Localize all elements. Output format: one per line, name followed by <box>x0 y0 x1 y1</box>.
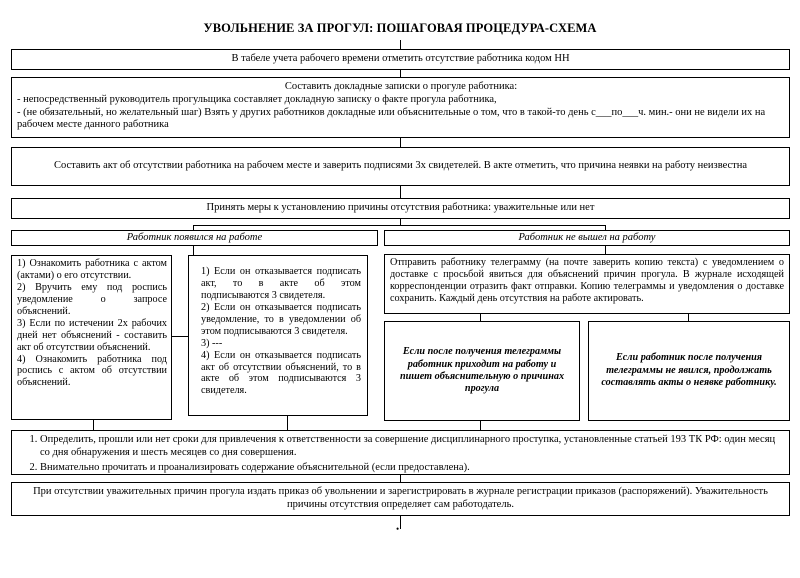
page-title: УВОЛЬНЕНИЕ ЗА ПРОГУЛ: ПОШАГОВАЯ ПРОЦЕДУРА-СХЕМА <box>203 21 597 35</box>
connector <box>688 313 689 321</box>
refusal-2: 2) Если он отказывается подписать уведомление, то в уведомлении об этом подписываются 3 свидетеля. <box>201 301 361 337</box>
checks-box <box>11 430 790 475</box>
outcome-came-text: Если после получения телеграммы работник приходит на работу и пишет объяснительную о причинах прогула <box>399 346 565 395</box>
branch-label-absent-text: Работник не вышел на работу <box>518 231 656 243</box>
telegram-text: Отправить работнику телеграмму (на почте заверить копию текста) с уведомлением о доставке с просьбой явиться для объяснений причин прогула. В журнале исходящей корреспонденции отразить факт отправки. Копию телеграммы и уведомления о доставке сохранить. Каждый день отсутствия на работе актировать. <box>390 257 784 305</box>
connector <box>480 420 481 430</box>
connector <box>193 225 606 226</box>
connector <box>172 336 188 337</box>
step-memos-line-1: - непосредственный руководитель прогульщика составляет докладную записку о факте прогула работника, <box>17 93 497 105</box>
step-memos-line-2: - (не обязательный, но желательный шаг) Взять у других работников докладные или объяснительные о том, что в такой-то день с___по___ч. мин.- они не видели их на рабочем месте данного работника <box>17 106 766 131</box>
appeared-action-2: 2) Вручить ему под роспись уведомление о запросе объяснений. <box>17 281 167 317</box>
connector <box>605 245 606 254</box>
connector <box>400 69 401 77</box>
checks-list <box>16 434 785 474</box>
appeared-action-1: 1) Ознакомить работника с актом (актами) о его отсутствии. <box>17 258 167 281</box>
connector <box>480 313 481 321</box>
connector <box>400 515 401 529</box>
step-find-reason-text: Принять меры к установлению причины отсутствия работника: уважительные или нет <box>206 202 595 214</box>
connector <box>400 40 401 49</box>
step-absence-act-text: Составить акт об отсутствии работника на рабочем месте и заверить подписями 3х свидетелей. В акте отметить, что причина неявки на работу неизвестна <box>53 160 748 172</box>
connector <box>400 185 401 198</box>
final-order-text: При отсутствии уважительных причин прогула издать приказ об увольнении и зарегистрировать в журнале регистрации приказов (распоряжений). Уважительность причины отсутствия определяет сам работодатель. <box>33 486 768 510</box>
outcome-not-came-box <box>588 321 790 421</box>
refusal-3: 3) --- <box>201 337 223 349</box>
step-memos <box>11 77 790 138</box>
appeared-actions-box <box>11 255 172 420</box>
branch-label-appeared <box>11 230 378 246</box>
connector <box>193 245 194 255</box>
step-timesheet <box>11 49 790 70</box>
refusals-box <box>188 255 368 416</box>
step-timesheet-text: В табеле учета рабочего времени отметить отсутствие работника кодом НН <box>231 53 570 65</box>
connector <box>287 415 288 430</box>
step-find-reason <box>11 198 790 219</box>
refusal-1: 1) Если он отказывается подписать акт, то в акте об этом подписываются 3 свидетеля. <box>201 266 361 301</box>
appeared-action-3: 3) Если по истечении 2х рабочих дней нет объяснений - составить акт об отсутствии объяснений. <box>17 317 167 353</box>
connector <box>400 137 401 147</box>
final-order-box <box>11 482 790 516</box>
footnote-mark: • <box>396 524 400 534</box>
connector <box>93 419 94 430</box>
telegram-box <box>384 254 790 314</box>
connector <box>400 474 401 482</box>
step-absence-act <box>11 147 790 186</box>
check-item-2: 2. Внимательно прочитать и проанализировать содержание объяснительной (если предоставлена). <box>40 462 785 475</box>
step-memos-heading: Составить докладные записки о прогуле работника: <box>284 81 518 92</box>
outcome-not-came-text: Если работник после получения телеграммы не явился, продолжать составлять акты о неявке работнику. <box>601 352 777 389</box>
appeared-action-4: 4) Ознакомить работника под роспись с актом об отсутствии объяснений. <box>17 353 167 389</box>
refusal-4: 4) Если он отказывается подписать акт об отсутствии объяснений, то в акте об этом подписываются 3 свидетеля. <box>201 349 361 397</box>
outcome-came-box <box>384 321 580 421</box>
check-item-1: 1. Определить, прошли или нет сроки для привлечения к ответственности за совершение дисциплинарного проступка, установленные статьей 193 ТК РФ: один месяц со дня обнаружения и шесть месяцев со дня совершения. <box>40 434 785 460</box>
branch-label-appeared-text: Работник появился на работе <box>126 231 263 243</box>
branch-label-absent <box>384 230 790 246</box>
